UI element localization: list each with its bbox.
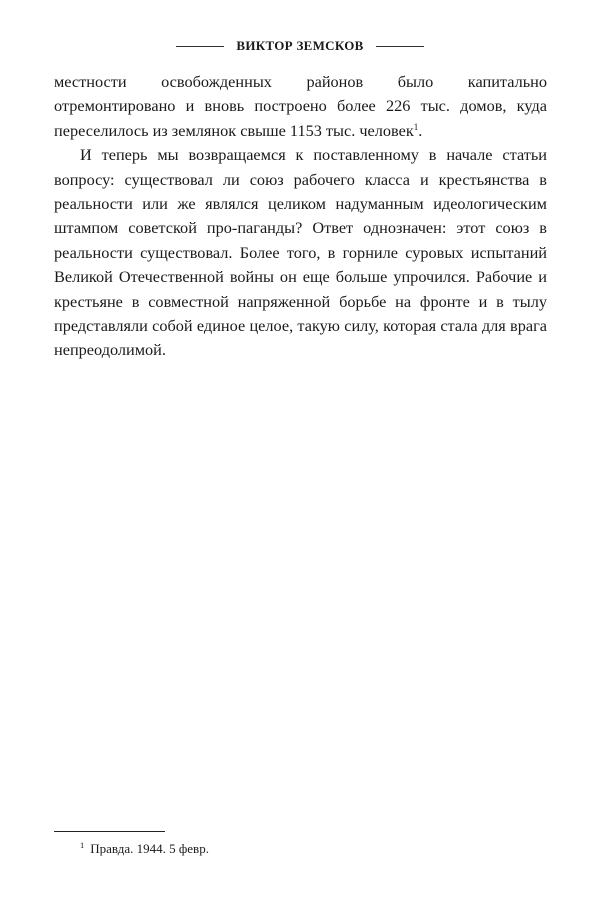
paragraph-continued [54,70,547,143]
header-rule-right [376,46,424,47]
footnote-text: Правда. 1944. 5 февр. [90,841,209,856]
body-text [54,70,547,363]
paragraph-tail: . [418,120,423,140]
footnote-number: 1 [80,840,85,850]
running-head [0,38,600,54]
header-rule-left [176,46,224,47]
running-head-title: ВИКТОР ЗЕМСКОВ [236,38,364,53]
footnote-separator [54,831,165,832]
paragraph-text: местности освобожденных районов было капитально отремонтировано и вновь построено более 226 тыс. домов, куда переселилось из землянок свыше 1153 тыс. человек [54,72,547,140]
footnote [80,837,209,857]
footnote-reference[interactable]: 1 [413,121,419,132]
paragraph: И теперь мы возвращаемся к поставленному в начале статьи вопросу: существовал ли союз рабочего класса и крестьянства в реальности или же являлся целиком надуманным идеологическим штампом советской про-паганды? Ответ однозначен: этот союз в реальности существовал. Более того, в горниле суровых испытаний Великой Отечественной войны он еще больше упрочился. Рабочие и крестьяне в совместной напряженной борьбе на фронте и в тылу представляли собой единое целое, такую силу, которая стала для врага непреодолимой. [54,145,547,360]
